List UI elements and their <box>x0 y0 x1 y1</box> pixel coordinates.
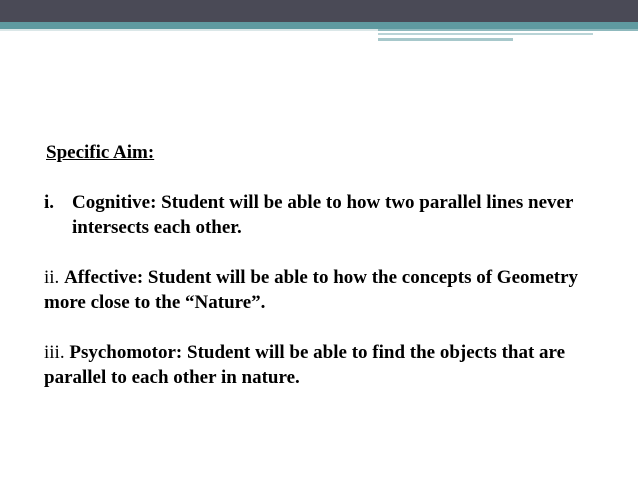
decorative-line <box>378 38 513 41</box>
item-text: Cognitive: Student will be able to how two parallel lines never intersects each other. <box>72 192 574 238</box>
decorative-line <box>378 29 638 31</box>
accent-band <box>0 22 638 29</box>
item-text: Psychomotor: Student will be able to find the objects that are parallel to each other in nature. <box>44 342 566 388</box>
decorative-line <box>378 33 593 35</box>
item-text: Affective: Student will be able to how the concepts of Geometry more close to the “Nature”. <box>44 267 579 313</box>
list-item <box>44 265 604 315</box>
item-number: i. <box>44 192 55 213</box>
decorative-line <box>0 29 378 31</box>
slide-heading: Specific Aim: <box>46 142 155 163</box>
list-item <box>44 190 604 240</box>
top-header-band <box>0 0 638 22</box>
slide-content <box>44 140 604 415</box>
item-number: ii. <box>44 267 65 288</box>
item-number: iii. <box>44 342 70 363</box>
list-item <box>44 340 604 390</box>
